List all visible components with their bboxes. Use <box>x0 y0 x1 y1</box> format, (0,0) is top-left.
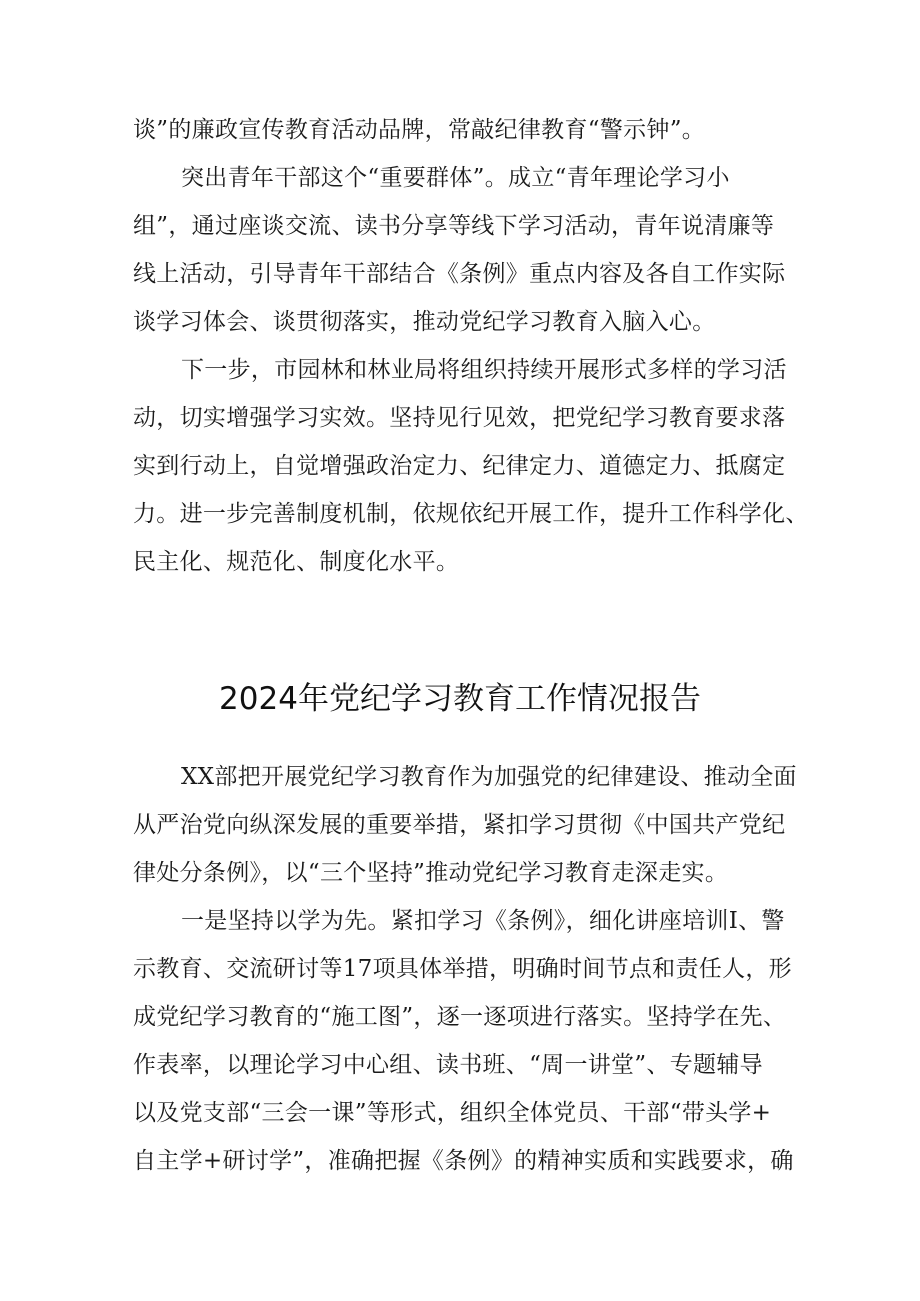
report-body <box>133 753 801 1185</box>
text-line: 一是坚持以学为先。紧扣学习《条例》，细化讲座培训I、警 <box>181 908 785 934</box>
paragraph <box>133 897 801 1185</box>
text-line: 谈学习体会、谈贯彻落实，推动党纪学习教育入脑入心。 <box>133 309 716 335</box>
text-line: 律处分条例》，以“三个坚持”推动党纪学习教育走深走实。 <box>133 860 729 886</box>
text-line: 动，切实增强学习实效。坚持见行见效，把党纪学习教育要求落 <box>133 405 786 431</box>
text-line: 下一步，市园林和林业局将组织持续开展形式多样的学习活 <box>181 357 787 383</box>
text-line: 作表率，以理论学习中心组、读书班、“周一讲堂”、专题辅导 <box>133 1052 763 1078</box>
text-line: 成党纪学习教育的“施工图”，逐一逐项进行落实。坚持学在先、 <box>133 1004 787 1030</box>
text-line: 突出青年干部这个“重要群体”。成立“青年理论学习小 <box>181 165 730 191</box>
text-line: 力。进一步完善制度机制，依规依纪开展工作，提升工作科学化、 <box>133 501 809 527</box>
paragraph <box>133 154 801 346</box>
text-line: 从严治党向纵深发展的重要举措，紧扣学习贯彻《中国共产党纪 <box>133 812 786 838</box>
text-line: XX部把开展党纪学习教育作为加强党的纪律建设、推动全面 <box>181 764 797 790</box>
report-title: 2024年党纪学习教育工作情况报告 <box>219 680 701 717</box>
text-line: 实到行动上，自觉增强政治定力、纪律定力、道德定力、抵腐定 <box>133 453 786 479</box>
paragraph <box>133 106 801 154</box>
top-section <box>133 106 809 586</box>
text-line: 自主学+研讨学”，准确把握《条例》的精神实质和实践要求，确 <box>133 1148 794 1174</box>
text-line: 以及党支部“三会一课”等形式，组织全体党员、干部“带头学+ <box>133 1100 772 1126</box>
text-line: 示教育、交流研讨等17项具体举措，明确时间节点和责任人，形 <box>133 956 792 982</box>
paragraph <box>133 346 809 586</box>
text-line: 谈”的廉政宣传教育活动品牌，常敲纪律教育“警示钟”。 <box>133 117 706 143</box>
paragraph <box>133 753 801 897</box>
text-line: 线上活动，引导青年干部结合《条例》重点内容及各自工作实际 <box>133 261 786 287</box>
text-line: 组”，通过座谈交流、读书分享等线下学习活动，青年说清廉等 <box>133 213 775 239</box>
text-line: 民主化、规范化、制度化水平。 <box>133 549 460 575</box>
